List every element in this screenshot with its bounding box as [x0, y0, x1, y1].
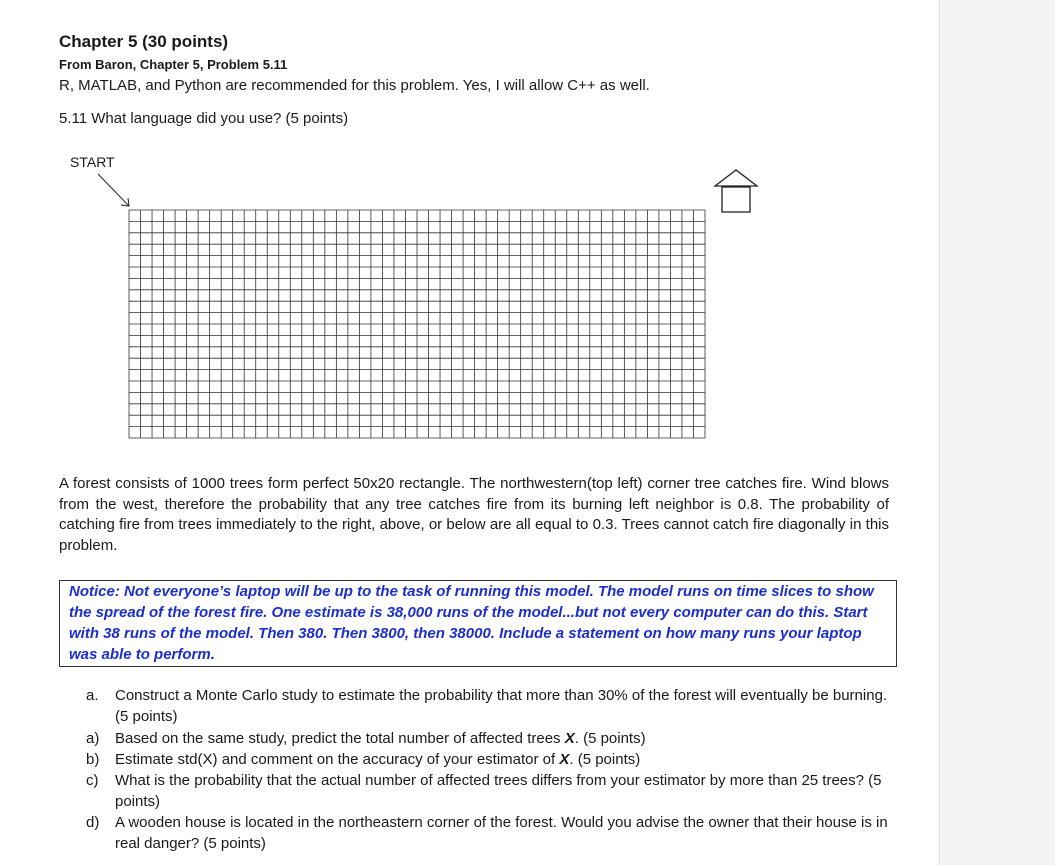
- notice-box: Notice: Not everyone’s laptop will be up to the task of running this model. The model runs on time slices to show the spread of the forest fire. One estimate is 38,000 runs of the model...but not every computer can do this. Start with 38 runs of the model. Then 380. Then 3800, then 38000. Include a statement on how many runs your laptop was able to perform.: [59, 580, 897, 667]
- question-text: Estimate std(X) and comment on the accuracy of your estimator of X. (5 points): [115, 751, 641, 768]
- question-label: b): [86, 751, 100, 768]
- forest-diagram: [0, 0, 939, 460]
- start-arrow: [98, 174, 129, 206]
- right-margin: [940, 0, 1055, 865]
- question-text: A wooden house is located in the northeastern corner of the forest. Would you advise the owner that their house is in real danger? (5 points): [115, 814, 888, 852]
- forest-grid: [129, 210, 705, 438]
- question-text: Construct a Monte Carlo study to estimate the probability that more than 30% of the forest will eventually be burning. (5 points): [115, 687, 888, 725]
- question-label: a.: [86, 687, 99, 704]
- house-icon: [715, 170, 757, 212]
- question-5-11: 5.11 What language did you use? (5 points): [59, 110, 349, 127]
- start-label: START: [70, 154, 115, 170]
- languages-note: R, MATLAB, and Python are recommended for this problem. Yes, I will allow C++ as well.: [59, 77, 650, 94]
- question-label: a): [86, 730, 100, 747]
- question-text: Based on the same study, predict the total number of affected trees X. (5 points): [115, 730, 646, 747]
- chapter-title: Chapter 5 (30 points): [59, 32, 229, 51]
- question-label: d): [86, 814, 100, 831]
- problem-description: A forest consists of 1000 trees form perfect 50x20 rectangle. The northwestern(top left) corner tree catches fire. Wind blows from the west, therefore the probability that any tree catches fire from its burning left neighbor is 0.8. The probability of catching fire from trees immediately to the right, above, or below are all equal to 0.3. Trees cannot catch fire diagonally in this problem.: [59, 475, 889, 554]
- problem-source: From Baron, Chapter 5, Problem 5.11: [59, 57, 288, 72]
- question-text: What is the probability that the actual number of affected trees differs from your estimator by more than 25 trees? (5 points): [115, 772, 882, 810]
- question-label: c): [86, 772, 99, 789]
